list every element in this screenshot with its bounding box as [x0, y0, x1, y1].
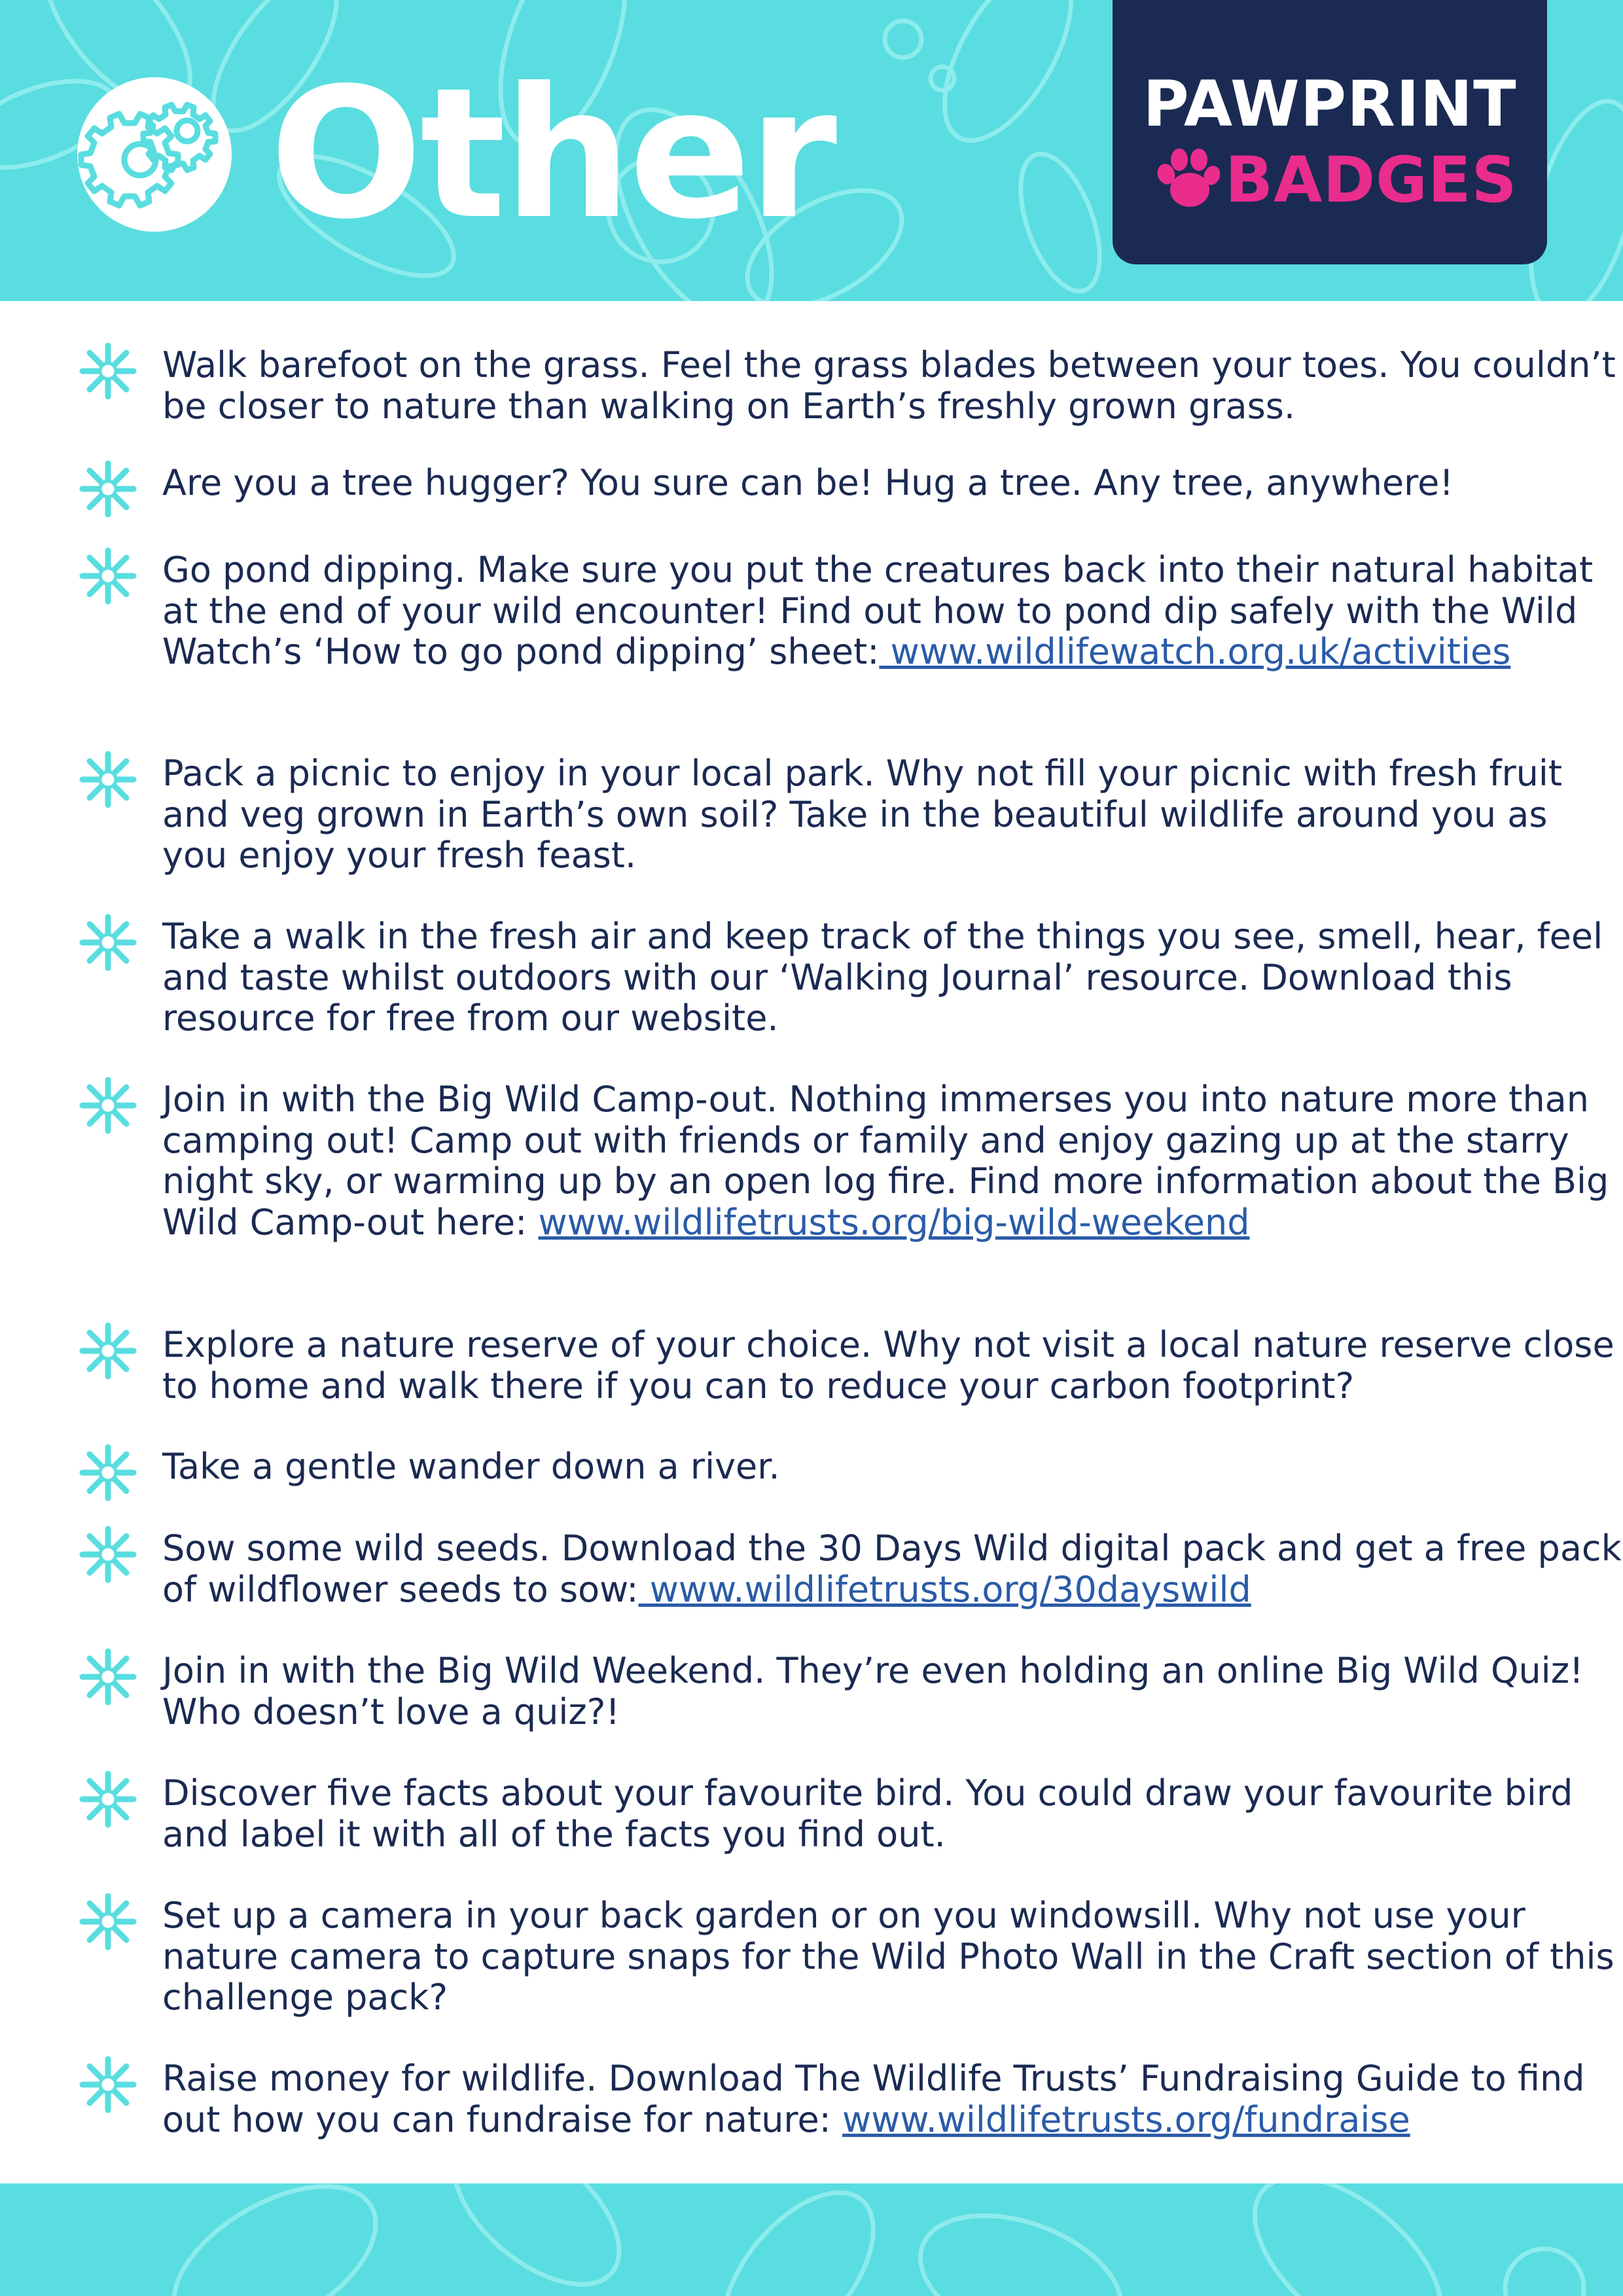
flower-pattern-decoration	[0, 2183, 1623, 2296]
asterisk-flower-icon	[79, 1321, 137, 1380]
asterisk-flower-icon	[79, 1770, 137, 1829]
list-item-text: Pack a picnic to enjoy in your local park. Why not fill your picnic with fresh fruit and veg grown in Earth’s own soil? Take in the beautiful wildlife around you as you enjoy your fresh feast.	[162, 753, 1563, 876]
list-item-text: Join in with the Big Wild Weekend. They’re even holding an online Big Wild Quiz! Who doesn’t love a quiz?!	[162, 1650, 1584, 1732]
asterisk-flower-icon	[79, 459, 137, 518]
list-item-text: Take a walk in the fresh air and keep track of the things you see, smell, hear, feel and taste whilst outdoors with our ‘Walking Journal’ resource. Download this resource for free from our website.	[162, 916, 1603, 1039]
link-fundraise[interactable]: www.wildlifetrusts.org/fundraise	[842, 2098, 1410, 2140]
list-item-text: Take a gentle wander down a river.	[162, 1446, 780, 1487]
list-item-text: Discover five facts about your favourite bird. You could draw your favourite bird and label it with all of the facts you find out.	[162, 1772, 1573, 1855]
link-30-days-wild[interactable]: www.wildlifetrusts.org/30dayswild	[638, 1568, 1251, 1610]
asterisk-flower-icon	[79, 913, 137, 972]
asterisk-flower-icon	[79, 1892, 137, 1951]
asterisk-flower-icon	[79, 342, 137, 401]
link-pond-dipping[interactable]: www.wildlifewatch.org.uk/activities	[879, 631, 1511, 672]
asterisk-flower-icon	[79, 1076, 137, 1135]
asterisk-flower-icon	[79, 750, 137, 809]
list-item-text: Sow some wild seeds. Download the 30 Days Wild digital pack and get a free pack of wildflower seeds to sow: www.wildlifetrusts.org/30dayswild	[162, 1528, 1622, 1610]
link-big-wild-weekend[interactable]: www.wildlifetrusts.org/big-wild-weekend	[538, 1201, 1250, 1243]
list-item-text: Set up a camera in your back garden or on you windowsill. Why not use your nature camera to capture snaps for the Wild Photo Wall in the Craft section of this challenge pack?	[162, 1895, 1614, 2018]
asterisk-flower-icon	[79, 1443, 137, 1502]
list-item-text: Explore a nature reserve of your choice. Why not visit a local nature reserve close to home and walk there if you can to reduce your carbon footprint?	[162, 1324, 1614, 1407]
list-item-text: Walk barefoot on the grass. Feel the grass blades between your toes. You couldn’t be closer to nature than walking on Earth’s freshly grown grass.	[162, 344, 1616, 427]
list-item-text: Go pond dipping. Make sure you put the creatures back into their natural habitat at the end of your wild encounter! Find out how to pond dip safely with the Wild Watch’s ‘How to go pond dipping’ sheet: www.wildlifewatch.org.uk/activities	[162, 549, 1594, 672]
logo-line-1: PAWPRINT	[1143, 67, 1517, 141]
page-title: Other	[270, 49, 835, 259]
list-item-text: Are you a tree hugger? You sure can be! Hug a tree. Any tree, anywhere!	[162, 462, 1454, 503]
footer-banner	[0, 2183, 1623, 2296]
list-item-text: Raise money for wildlife. Download The Wildlife Trusts’ Fundraising Guide to find out how you can fundraise for nature: www.wildlifetrusts.org/fundraise	[162, 2058, 1585, 2140]
asterisk-flower-icon	[79, 547, 137, 605]
list-item-text: Join in with the Big Wild Camp-out. Nothing immerses you into nature more than camping out! Camp out with friends or family and enjoy gazing up at the starry night sky, or warming up by an open log fire. Find more information about the Big Wild Camp-out here: www.wildlifetrusts.org/big-wild-weekend	[162, 1079, 1609, 1243]
logo-line-2: BADGES	[1225, 143, 1518, 217]
asterisk-flower-icon	[79, 1525, 137, 1584]
asterisk-flower-icon	[79, 2055, 137, 2114]
asterisk-flower-icon	[79, 1647, 137, 1706]
